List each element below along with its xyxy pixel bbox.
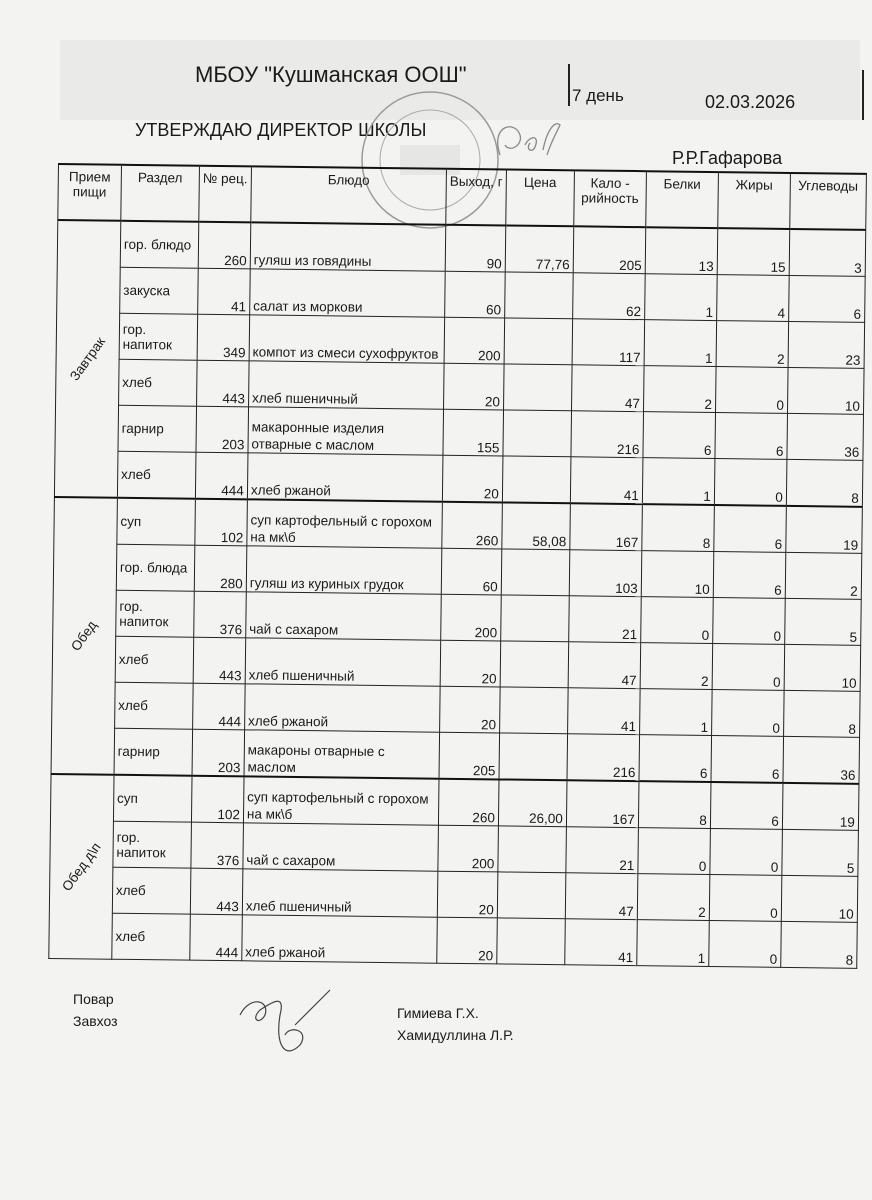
cell-fat: 6 <box>711 736 784 783</box>
cell-price: 26,00 <box>498 779 567 826</box>
cell-carbs: 10 <box>784 644 861 691</box>
cell-kcal: 167 <box>570 503 643 550</box>
cell-kcal: 47 <box>568 642 641 689</box>
cell-section: гор. напиток <box>119 313 198 360</box>
cell-price <box>497 918 566 965</box>
cook-name: Гимиева Г.Х. <box>397 1005 479 1021</box>
cell-protein: 13 <box>645 227 718 274</box>
column-header-code: № рец. <box>199 166 252 223</box>
cell-dish: гуляш из говядины <box>250 222 446 271</box>
cell-protein: 1 <box>644 274 717 321</box>
cell-code: 102 <box>195 499 248 546</box>
cell-protein: 0 <box>641 597 714 644</box>
column-header-price: Цена <box>506 169 575 226</box>
cell-yield: 155 <box>443 409 504 456</box>
cell-kcal: 47 <box>565 873 638 920</box>
meal-name: Обед <box>68 618 100 654</box>
cell-carbs: 10 <box>787 367 864 414</box>
cell-dish: компот из смеси сухофруктов <box>249 315 445 363</box>
cell-code: 349 <box>197 314 250 361</box>
cell-code: 444 <box>190 914 243 961</box>
cell-carbs: 19 <box>782 783 859 830</box>
table-body <box>49 220 866 968</box>
cell-section: гор. напиток <box>113 821 192 868</box>
cell-protein: 6 <box>639 735 712 782</box>
column-header-section: Раздел <box>121 165 200 222</box>
cell-dish: хлеб ржаной <box>247 453 443 502</box>
cell-carbs: 8 <box>786 459 863 506</box>
cell-dish: суп картофельный с горохом на мк\б <box>247 499 443 548</box>
cell-kcal: 41 <box>565 919 638 966</box>
footer-names <box>397 1002 514 1046</box>
cell-code: 41 <box>198 268 251 315</box>
cell-price <box>500 641 569 688</box>
cook-signature <box>230 985 340 1065</box>
cell-price <box>502 456 571 503</box>
cell-section: гор. блюда <box>116 544 195 591</box>
cell-code: 280 <box>194 545 247 592</box>
cell-carbs: 10 <box>781 875 858 922</box>
cell-protein: 2 <box>643 366 716 413</box>
cell-price <box>503 410 572 457</box>
cell-carbs: 5 <box>785 598 862 645</box>
cell-protein: 8 <box>642 504 715 551</box>
column-header-protein: Белки <box>646 171 719 228</box>
cell-dish: макароны отварные с маслом <box>244 730 440 779</box>
cell-fat: 15 <box>717 228 790 275</box>
cell-protein: 6 <box>643 412 716 459</box>
cell-yield: 200 <box>441 594 502 641</box>
manager-label: Завхоз <box>73 1013 118 1029</box>
cell-carbs: 6 <box>788 275 865 322</box>
meal-cell <box>51 497 117 775</box>
cell-fat: 0 <box>713 598 786 645</box>
cell-price <box>504 318 573 365</box>
cell-yield: 205 <box>439 732 500 779</box>
cell-price <box>499 733 568 780</box>
cell-carbs: 36 <box>787 413 864 460</box>
cell-yield: 200 <box>444 317 505 364</box>
divider <box>862 70 864 120</box>
cell-fat: 6 <box>714 505 787 552</box>
manager-name: Хамидуллина Л.Р. <box>397 1027 514 1043</box>
cell-code: 376 <box>194 591 247 638</box>
cell-dish: чай с сахаром <box>243 823 439 871</box>
cell-code: 443 <box>190 868 243 915</box>
cell-section: гарнир <box>114 728 193 775</box>
cell-carbs: 3 <box>789 229 866 276</box>
cell-fat: 6 <box>710 782 783 829</box>
cell-section: хлеб <box>112 913 191 960</box>
cell-dish: хлеб пшеничный <box>245 638 441 686</box>
cell-code: 444 <box>192 683 245 730</box>
cell-price: 77,76 <box>505 225 574 272</box>
cell-yield: 20 <box>443 363 504 410</box>
cell-dish: салат из моркови <box>250 269 446 317</box>
cell-dish: хлеб пшеничный <box>242 869 438 917</box>
column-header-dish: Блюдо <box>251 166 447 224</box>
cell-code: 443 <box>193 637 246 684</box>
cell-yield: 200 <box>438 825 499 872</box>
table-header-row <box>58 164 866 230</box>
cell-fat: 0 <box>710 829 783 876</box>
cell-section: суп <box>117 498 196 545</box>
director-name: Р.Р.Гафарова <box>672 148 783 168</box>
cook-label: Повар <box>73 991 114 1007</box>
cell-price: 58,08 <box>502 502 571 549</box>
cell-section: хлеб <box>112 867 191 914</box>
cell-section: хлеб <box>115 636 194 683</box>
cell-dish: хлеб ржаной <box>244 684 440 732</box>
menu-day: 7 день <box>572 86 624 105</box>
cell-section: хлеб <box>118 359 197 406</box>
cell-section: суп <box>113 775 192 822</box>
cell-yield: 90 <box>445 225 506 272</box>
cell-carbs: 2 <box>785 552 862 599</box>
cell-kcal: 41 <box>570 457 643 504</box>
cell-yield: 20 <box>439 686 500 733</box>
cell-code: 260 <box>198 222 251 269</box>
divider <box>568 64 570 106</box>
cell-carbs: 5 <box>782 829 859 876</box>
cell-fat: 4 <box>716 275 789 322</box>
cell-protein: 2 <box>640 643 713 690</box>
column-header-kcal: Кало - рийность <box>574 170 647 227</box>
cell-protein: 1 <box>637 920 710 967</box>
cell-fat: 0 <box>715 367 788 414</box>
cell-yield: 20 <box>440 640 501 687</box>
cell-fat: 0 <box>711 690 784 737</box>
cell-code: 443 <box>196 360 249 407</box>
cell-kcal: 21 <box>569 596 642 643</box>
cell-code: 102 <box>191 776 244 823</box>
cell-kcal: 47 <box>571 365 644 412</box>
cell-price <box>504 272 573 319</box>
director-signature <box>485 115 575 165</box>
cell-yield: 20 <box>437 917 498 964</box>
cell-protein: 1 <box>639 689 712 736</box>
cell-section: закуска <box>120 267 199 314</box>
cell-yield: 20 <box>437 871 498 918</box>
cell-carbs: 19 <box>786 506 863 553</box>
cell-kcal: 216 <box>567 734 640 781</box>
cell-protein: 1 <box>644 320 717 367</box>
cell-kcal: 41 <box>567 688 640 735</box>
column-header-fat: Жиры <box>718 172 791 229</box>
menu-table <box>48 163 867 969</box>
cell-dish: макаронные изделия отварные с маслом <box>248 407 444 455</box>
cell-code: 203 <box>196 406 249 453</box>
cell-section: гарнир <box>118 405 197 452</box>
cell-kcal: 167 <box>566 780 639 827</box>
table-row <box>49 912 857 968</box>
cell-dish: гуляш из куриных грудок <box>246 546 442 594</box>
meal-name: Завтрак <box>66 334 109 384</box>
cell-yield: 60 <box>441 548 502 595</box>
cell-kcal: 117 <box>572 319 645 366</box>
cell-protein: 2 <box>637 874 710 921</box>
cell-yield: 60 <box>445 271 506 318</box>
cell-carbs: 36 <box>783 736 860 783</box>
school-name: МБОУ "Кушманская ООШ" <box>195 62 467 87</box>
cell-protein: 10 <box>641 551 714 598</box>
cell-price <box>499 687 568 734</box>
cell-kcal: 21 <box>566 827 639 874</box>
cell-fat: 2 <box>716 321 789 368</box>
column-header-carbs: Углеводы <box>790 173 867 230</box>
cell-dish: хлеб ржаной <box>242 915 438 963</box>
cell-fat: 6 <box>715 413 788 460</box>
cell-yield: 260 <box>438 779 499 826</box>
column-header-meal: Прием пищи <box>58 164 122 221</box>
cell-yield: 20 <box>442 455 503 502</box>
cell-fat: 0 <box>712 644 785 691</box>
cell-kcal: 103 <box>569 550 642 597</box>
cell-protein: 0 <box>638 828 711 875</box>
column-header-yield: Выход, г <box>446 169 507 226</box>
cell-carbs: 8 <box>781 921 858 968</box>
cell-price <box>497 872 566 919</box>
cell-price <box>498 826 567 873</box>
cell-dish: чай с сахаром <box>246 592 442 640</box>
cell-section: хлеб <box>117 451 196 498</box>
menu-date: 02.03.2026 <box>705 92 796 112</box>
cell-fat: 0 <box>709 875 782 922</box>
cell-fat: 0 <box>709 921 782 968</box>
cell-kcal: 216 <box>571 411 644 458</box>
meal-cell <box>49 774 114 959</box>
cell-kcal: 62 <box>572 273 645 320</box>
approval-heading: УТВЕРЖДАЮ ДИРЕКТОР ШКОЛЫ <box>135 120 427 140</box>
cell-protein: 8 <box>638 781 711 828</box>
cell-price <box>501 595 570 642</box>
cell-section: хлеб <box>114 682 193 729</box>
cell-kcal: 205 <box>573 226 646 273</box>
cell-dish: хлеб пшеничный <box>248 361 444 409</box>
cell-section: гор. блюдо <box>120 221 199 268</box>
meal-cell <box>54 220 120 498</box>
cell-price <box>501 549 570 596</box>
cell-carbs: 8 <box>783 690 860 737</box>
cell-carbs: 23 <box>788 321 865 368</box>
footer-labels <box>73 988 118 1032</box>
cell-code: 376 <box>191 822 244 869</box>
cell-dish: суп картофельный с горохом на мк\б <box>243 776 439 825</box>
cell-protein: 1 <box>642 458 715 505</box>
cell-section: гор. напиток <box>116 590 195 637</box>
menu-table-wrap <box>48 163 867 969</box>
meal-name: Обед д\п <box>58 839 104 894</box>
cell-fat: 6 <box>713 552 786 599</box>
cell-code: 203 <box>192 729 245 776</box>
cell-yield: 260 <box>442 502 503 549</box>
cell-code: 444 <box>195 452 248 499</box>
cell-fat: 0 <box>714 459 787 506</box>
cell-price <box>503 364 572 411</box>
